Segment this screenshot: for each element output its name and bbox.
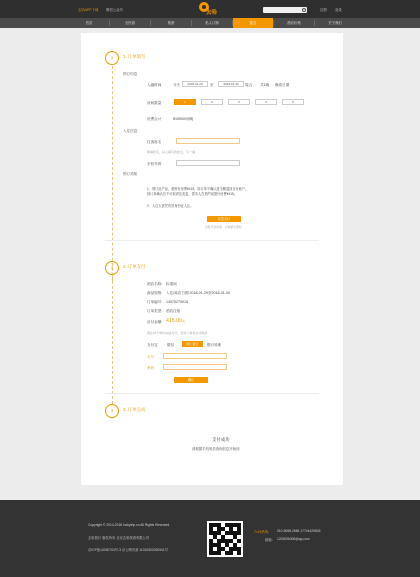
checkout-date-input[interactable]: 2018-01-30 (218, 81, 244, 87)
footer (0, 500, 420, 577)
wechat-link[interactable]: 微信公众号 (106, 8, 123, 12)
search-icon[interactable] (302, 8, 306, 12)
checkin-date-input[interactable]: 2018-01-29 (182, 81, 208, 87)
product-info-value: 入住/离店日期 2018-01-29至2018-01-30 (166, 291, 230, 295)
nav-item-price[interactable]: 酒店价格 (287, 21, 301, 25)
room-option-2[interactable]: 2 (201, 99, 223, 105)
agreement-link[interactable]: 去哈平台政策：订单提交须知 (205, 225, 242, 229)
step1-title: 1. 订单填写 (123, 54, 146, 59)
email-label: 邮箱: (265, 538, 273, 542)
room-total-label: 房费合计 (147, 117, 162, 121)
step1-circle: 1 (105, 51, 119, 65)
pay-method-online-bank[interactable]: 网上银行 (182, 341, 203, 347)
hotline-label: 7×24热线: (254, 530, 269, 534)
room-option-4[interactable]: 4 (255, 99, 277, 105)
logo[interactable] (197, 2, 221, 18)
nav-item-about[interactable]: 关于我们 (328, 21, 342, 25)
room-total-value: ¥15900/间晚 (173, 117, 194, 121)
to-label: 至 (210, 83, 214, 87)
phone-label: 手机号码 (147, 162, 162, 166)
card-number-label: 卡号 (147, 355, 155, 359)
logo-text: 去哈 (206, 10, 218, 16)
guest-name-label: 住客姓名 (147, 140, 162, 144)
pay-method-transfer[interactable]: 银行转账 (207, 343, 222, 347)
confirm-payment-button[interactable]: 确认 (174, 377, 208, 383)
pay-method-label: 支付宝 (147, 343, 158, 347)
amount-label: 应付金额: (147, 320, 163, 324)
order-info-heading: 预订信息 (123, 72, 138, 76)
order-number-value: 14970270015 (166, 300, 188, 304)
change-date-link[interactable]: 修改日期 (275, 83, 290, 87)
policy-line-2: 2、入住人需凭有效身份证入住。 (147, 204, 194, 208)
policy-line-1b: 因订单确认后不可取消及变更，需本人在预约前提付房费¥415。 (147, 192, 237, 196)
nav-item-hotel[interactable]: 留言 (233, 18, 273, 28)
nav-item-travel[interactable]: 旅游 (167, 21, 175, 25)
step2-title: 2. 订单支付 (123, 264, 146, 269)
pay-method-wechat[interactable]: 微信 (167, 343, 175, 347)
step2-circle: 2 (105, 261, 119, 275)
policy-heading: 预订须知 (123, 172, 138, 176)
footer-icp: 京ICP备14030704号-3 京公网安备 11010502030941号 (88, 548, 169, 552)
submit-order-button[interactable]: 共签支付 (207, 216, 241, 222)
payment-success-note: 请根据手机短信查询信息开始回 (192, 447, 240, 451)
hotline-value: 010-5088-2666 17744425526 (277, 529, 321, 533)
checkin-label: 入融时间 (147, 83, 162, 87)
weekday-label: 周五 (245, 83, 253, 87)
password-input[interactable] (163, 364, 227, 370)
order-type-label: 订单类型: (147, 309, 163, 313)
room-option-3[interactable]: 3 (228, 99, 250, 105)
top-bar (0, 0, 420, 18)
policy-line-1a: 1、预订此产品，需预付房费¥415，如订单不确认将全额退回支付账户。 (147, 187, 249, 191)
step3-circle: 3 (105, 404, 119, 418)
nav-item-tour[interactable]: 全民游 (124, 21, 136, 25)
hotel-name-label: 酒店名称: (147, 282, 163, 286)
nav-item-custom[interactable]: 私人订制 (205, 21, 219, 25)
step3-title: 3. 订单完成 (123, 407, 146, 412)
email-value: 1203006406@qq.com (277, 537, 310, 541)
main-nav (0, 18, 420, 28)
product-info-label: 商品规格: (147, 291, 163, 295)
guest-name-hint: 即填姓名，每人填写的姓名，写一遍 (147, 150, 196, 154)
amount-value: 415.00元 (166, 318, 186, 324)
today-label: 今天 (173, 83, 181, 87)
order-type-value: 酒店住宿 (166, 309, 181, 313)
hotel-name-value: 标准间 (166, 282, 177, 286)
room-option-5[interactable]: 5 (282, 99, 304, 105)
footer-copyright: Copyright © 2014-2018 luckytrip.cn All Rights Reserved. (88, 523, 171, 527)
guest-name-input[interactable] (176, 138, 240, 144)
nights-label: 共1晚 (260, 83, 270, 87)
payment-note: 请在15分钟内完成支付，否则订单将自动取消 (147, 331, 208, 335)
login-link[interactable]: 登录 (335, 8, 342, 12)
register-link[interactable]: 注册 (320, 8, 327, 12)
order-number-label: 订单编号: (147, 300, 163, 304)
payment-success-title: 支付成功 (212, 437, 230, 442)
room-option-1[interactable]: 1 (174, 99, 196, 105)
footer-company: 去哈旅行 版权所有 北京去哈旅游有限公司 (88, 536, 150, 540)
phone-input[interactable] (176, 160, 240, 166)
app-download-link[interactable]: 去哈APP下载 (78, 8, 99, 12)
guest-info-heading: 入住信息 (123, 129, 138, 133)
card-number-input[interactable] (163, 353, 227, 359)
room-count-label: 房间数量 (147, 101, 162, 105)
password-label: 密码 (147, 366, 155, 370)
nav-item-home[interactable]: 首页 (85, 21, 93, 25)
search-input[interactable] (263, 7, 307, 13)
qr-code (207, 521, 243, 557)
order-card (81, 33, 343, 485)
